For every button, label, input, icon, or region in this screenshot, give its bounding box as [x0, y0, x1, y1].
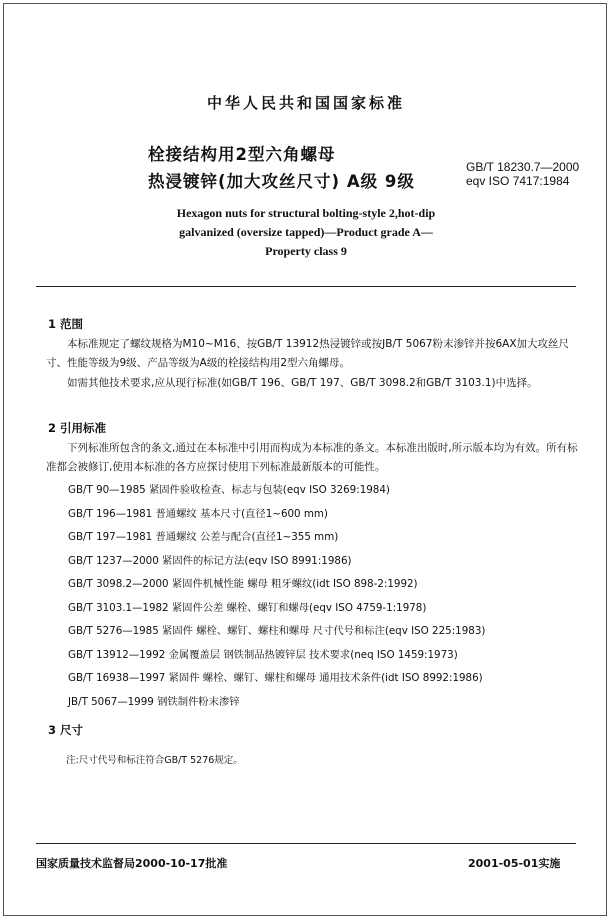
section-2-heading: 2 引用标准 [48, 421, 107, 435]
english-title-line-3: Property class 9 [265, 244, 347, 258]
approval-date: 国家质量技术监督局2000-10-17批准 [36, 857, 228, 870]
footer-separator-rule [36, 843, 576, 844]
standard-number: GB/T 18230.7—2000 [466, 160, 580, 174]
english-title-line-1: Hexagon nuts for structural bolting-style 2,hot-dip [176, 206, 436, 220]
title-separator-rule [36, 286, 576, 287]
reference-item: GB/T 197—1981 普通螺纹 公差与配合(直径1~355 mm) [68, 531, 339, 543]
reference-item: GB/T 5276—1985 紧固件 螺栓、螺钉、螺柱和螺母 尺寸代号和标注(eqv ISO 225:1983) [68, 625, 486, 637]
english-title-line-2: galvanized (oversize tapped)—Product grade A— [179, 225, 433, 239]
national-standard-header: 中华人民共和国国家标准 [206, 94, 405, 112]
reference-item: GB/T 3103.1—1982 紧固件公差 螺栓、螺钉和螺母(eqv ISO 4759-1:1978) [68, 602, 427, 614]
section-1-paragraph-1: 本标准规定了螺纹规格为M10~M16、按GB/T 13912热浸镀锌或按JB/T 5067粉末渗锌并按6AX加大攻丝尺寸、性能等级为9级、产品等级为A级的栓接结构用2型六角螺母。 [46, 338, 570, 369]
section-3-heading: 3 尺寸 [48, 723, 84, 737]
reference-item: GB/T 16938—1997 紧固件 螺栓、螺钉、螺柱和螺母 通用技术条件(idt ISO 8992:1986) [68, 672, 483, 684]
section-1-heading: 1 范围 [48, 317, 84, 331]
reference-item: GB/T 196—1981 普通螺纹 基本尺寸(直径1~600 mm) [68, 508, 328, 520]
chinese-title-line-1: 栓接结构用2型六角螺母 [148, 145, 336, 164]
chinese-title-line-2: 热浸镀锌(加大攻丝尺寸) A级 9级 [148, 172, 415, 191]
reference-item: GB/T 13912—1992 金属覆盖层 钢铁制品热镀锌层 技术要求(neq ISO 1459:1973) [68, 649, 458, 661]
reference-item: GB/T 1237—2000 紧固件的标记方法(eqv ISO 8991:1986) [68, 555, 352, 567]
reference-item: JB/T 5067—1999 钢铁制件粉末渗锌 [68, 696, 240, 708]
implementation-date: 2001-05-01实施 [468, 857, 561, 870]
section-1-paragraph-2: 如需其他技术要求,应从现行标准(如GB/T 196、GB/T 197、GB/T 3098.2和GB/T 3103.1)中选择。 [67, 377, 538, 389]
reference-item: GB/T 90—1985 紧固件验收检查、标志与包装(eqv ISO 3269:1984) [68, 484, 390, 496]
standard-equivalence: eqv ISO 7417:1984 [466, 174, 570, 188]
section-3-note: 注:尺寸代号和标注符合GB/T 5276规定。 [66, 755, 243, 766]
section-2-intro: 下列标准所包含的条文,通过在本标准中引用而构成为本标准的条文。本标准出版时,所示版本均为有效。所有标准都会被修订,使用本标准的各方应探讨使用下列标准最新版本的可能性。 [46, 442, 578, 473]
reference-item: GB/T 3098.2—2000 紧固件机械性能 螺母 粗牙螺纹(idt ISO 898-2:1992) [68, 578, 418, 590]
